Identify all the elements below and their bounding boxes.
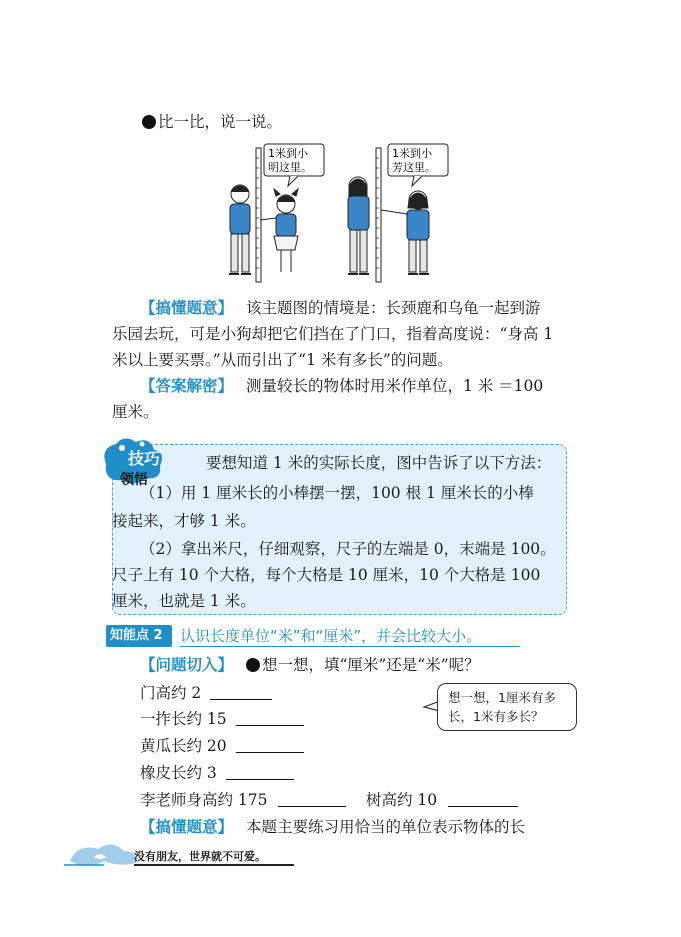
explain1-line3: 米以上要买票。”从而引出了“1 米有多长”的问题。 (112, 351, 453, 369)
knowledge-point-label: 知能点 2 (106, 625, 172, 647)
bullet-icon (246, 658, 260, 672)
tips-line1: 要想知道 1 米的实际长度，图中告诉了以下方法： (206, 454, 552, 472)
answer-blank[interactable] (210, 684, 272, 700)
girl-figure-left (260, 189, 298, 272)
explain2-line: 【搞懂题意】 本题主要练习用恰当的单位表示物体的长 (140, 818, 525, 836)
answer-blank[interactable] (448, 791, 518, 807)
answer-tag: 【答案解密】 (140, 377, 234, 395)
boy-figure (229, 185, 251, 274)
tips-line4: （2）拿出米尺，仔细观察，尺子的左端是 0，末端是 100。 (140, 540, 556, 558)
bullet-icon (142, 115, 156, 129)
callout-line1: 想一想，1厘米有多 (448, 690, 556, 705)
tips-line2: （1）用 1 厘米长的小棒摆一摆，100 根 1 厘米长的小棒 (140, 484, 534, 502)
fill-item-eraser: 橡皮长约 3 (140, 763, 294, 783)
question-tag: 【问题切入】 (140, 656, 234, 674)
bubble-right-line1: 1米到小 (392, 147, 432, 160)
understand-question-tag: 【搞懂题意】 (140, 299, 234, 317)
fill-item-span: 一拃长约 15 (140, 709, 304, 729)
answer-blank[interactable] (278, 791, 346, 807)
answer-blank[interactable] (236, 737, 304, 753)
question-prompt: 想一想，填“厘米”还是“米”呢？ (261, 656, 480, 674)
answer-blank[interactable] (226, 764, 294, 780)
footer-underline (134, 864, 294, 866)
fill-item-door: 门高约 2 (140, 683, 272, 703)
measuring-stick-right (376, 148, 381, 282)
speech-bubble-right (388, 144, 448, 186)
explain1-line2: 乐园去玩，可是小狗却把它们挡在了门口，指着高度说：“身高 1 (112, 325, 554, 343)
answer1-line2: 厘米。 (112, 403, 159, 421)
speech-bubble-left (264, 144, 324, 186)
callout-line2: 长，1米有多长？ (448, 709, 544, 724)
girl-figure-tall (348, 177, 369, 274)
footer-motto: 没有朋友，世界就不可爱。 (134, 850, 266, 863)
bubble-left-line2: 明这里。 (268, 161, 312, 174)
measuring-stick-left (256, 148, 261, 282)
fill-item-teacher: 李老师身高约 175 (140, 790, 346, 810)
tips-line6: 厘米，也就是 1 米。 (112, 592, 256, 610)
bubble-right-line2: 芳这里。 (392, 161, 436, 174)
bubble-left-line1: 1米到小 (268, 147, 308, 160)
knowledge-point-title: 认识长度单位“米”和“厘米”，并会比较大小。 (180, 627, 482, 645)
section-heading: 比一比，说一说。 (142, 112, 282, 132)
cloud-swirl-icon (64, 835, 144, 875)
question-header (140, 655, 480, 675)
fill-item-tree: 树高约 10 (366, 790, 518, 810)
tips-badge-top: 技巧 (128, 449, 161, 468)
thought-callout (437, 683, 577, 731)
knowledge-point-underline (180, 646, 520, 647)
children-height-illustration (218, 142, 453, 287)
understand-question-tag: 【搞懂题意】 (140, 818, 234, 836)
tips-line5: 尺子上有 10 个大格，每个大格是 10 厘米，10 个大格是 100 (112, 566, 541, 584)
answer-blank[interactable] (236, 710, 304, 726)
tips-badge-icon (98, 434, 198, 490)
explain1-line1: 【搞懂题意】 该主题图的情境是：长颈鹿和乌龟一起到游 (140, 299, 541, 317)
fill-item-cucumber: 黄瓜长约 20 (140, 736, 304, 756)
tips-line3: 接起来，才够 1 米。 (112, 512, 256, 530)
answer1-line1: 【答案解密】 测量较长的物体时用米作单位，1 米 ＝100 (140, 377, 544, 395)
tips-badge-bottom: 领悟 (120, 472, 148, 488)
girl-figure-right (381, 191, 429, 274)
